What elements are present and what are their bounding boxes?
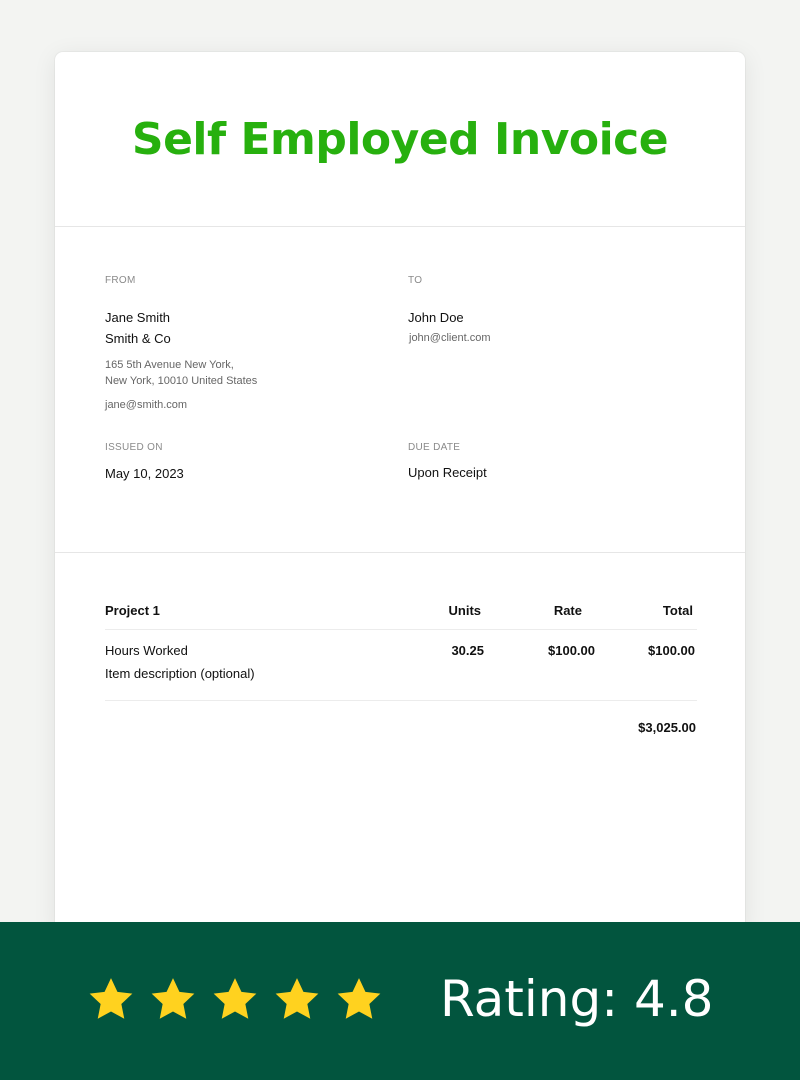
details-divider — [55, 552, 745, 553]
star-icon — [271, 975, 323, 1025]
invoice-title: Self Employed Invoice — [131, 114, 669, 165]
to-name: John Doe — [408, 310, 464, 325]
star-icon — [85, 975, 137, 1025]
invoice-card — [55, 52, 745, 932]
star-icon — [209, 975, 261, 1025]
rating-text: Rating: 4.8 — [440, 970, 714, 1028]
grand-total: $3,025.00 — [638, 720, 696, 735]
table-header-rate: Rate — [553, 603, 582, 618]
from-company: Smith & Co — [105, 331, 171, 346]
row-rate: $100.00 — [548, 643, 595, 658]
table-header-divider — [105, 629, 697, 630]
to-email: john@client.com — [409, 332, 491, 344]
star-rating — [85, 975, 385, 1025]
from-email: jane@smith.com — [105, 399, 188, 411]
table-row-divider — [105, 700, 697, 701]
row-item-description: Item description (optional) — [105, 666, 255, 681]
to-label: TO — [408, 275, 423, 286]
due-label: DUE DATE — [408, 442, 461, 453]
from-address-line2: New York, 10010 United States — [105, 375, 258, 387]
row-total: $100.00 — [648, 643, 695, 658]
header-divider — [55, 226, 745, 227]
from-label: FROM — [105, 275, 136, 286]
from-address-line1: 165 5th Avenue New York, — [105, 359, 234, 371]
star-icon — [147, 975, 199, 1025]
row-units: 30.25 — [451, 643, 484, 658]
due-date: Upon Receipt — [408, 465, 487, 480]
table-header-total: Total — [662, 603, 693, 618]
from-name: Jane Smith — [105, 310, 171, 325]
issued-label: ISSUED ON — [105, 442, 163, 453]
issued-date: May 10, 2023 — [105, 466, 184, 481]
star-icon — [333, 975, 385, 1025]
table-header-units: Units — [448, 603, 481, 618]
table-header-project: Project 1 — [105, 603, 160, 618]
row-item-name: Hours Worked — [105, 643, 188, 658]
